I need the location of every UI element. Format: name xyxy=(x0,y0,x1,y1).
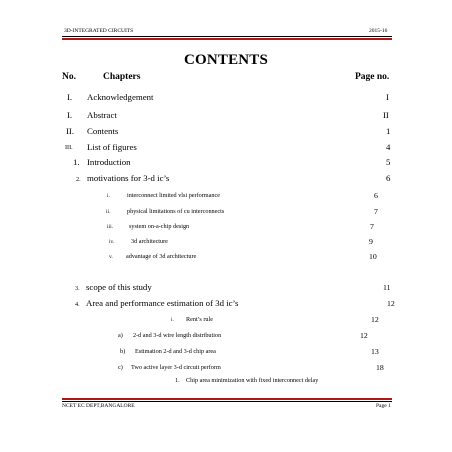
toc-label: Estimation 2-d and 3-d chip area xyxy=(135,348,216,355)
toc-label: interconnect limited vlsi performance xyxy=(127,192,220,199)
toc-page: 12 xyxy=(360,331,368,340)
header-rule-black xyxy=(62,36,392,37)
toc-page: 10 xyxy=(369,252,377,261)
toc-number: v. xyxy=(109,254,113,260)
toc-number: b) xyxy=(120,348,126,355)
toc-page: 5 xyxy=(386,157,391,167)
toc-number: ii. xyxy=(106,209,111,215)
toc-label: scope of this study xyxy=(86,282,152,292)
toc-number: 3. xyxy=(75,285,80,292)
toc-page: 11 xyxy=(383,283,391,292)
toc-number: I. xyxy=(67,92,73,102)
toc-number: 2. xyxy=(76,176,81,183)
toc-page: II xyxy=(383,110,389,120)
toc-page: 4 xyxy=(386,142,391,152)
page-title: CONTENTS xyxy=(183,52,269,68)
page-number: Page 1 xyxy=(376,403,391,409)
running-footer-dept: NCET EC DEPT,BANGALORE xyxy=(62,403,135,409)
toc-page: 6 xyxy=(374,191,378,200)
toc-label: List of figures xyxy=(87,142,137,152)
toc-page: 12 xyxy=(371,315,379,324)
toc-label: Introduction xyxy=(87,157,131,167)
footer-rule-red xyxy=(62,398,392,400)
toc-page: 6 xyxy=(386,173,391,183)
toc-label: Rent’s rule xyxy=(186,316,213,323)
toc-label: 3d architecture xyxy=(131,238,168,245)
toc-label: physical limitations of cu interconnects xyxy=(127,208,225,215)
toc-label: Acknowledgement xyxy=(87,92,154,102)
toc-label: 2-d and 3-d wire length distribution xyxy=(133,332,222,339)
toc-page: 7 xyxy=(374,207,378,216)
toc-number: c) xyxy=(118,364,123,371)
toc-number: II. xyxy=(66,126,75,136)
running-header-title: 3D-INTEGRATED CIRCUITS xyxy=(64,28,134,34)
toc-page: 1 xyxy=(386,126,391,136)
toc-page: I xyxy=(386,92,389,102)
toc-number: I. xyxy=(67,110,73,120)
toc-page: 13 xyxy=(371,347,379,356)
column-header-chapters: Chapters xyxy=(103,72,141,82)
header-rule-red xyxy=(62,38,392,40)
toc-number: III. xyxy=(65,144,73,151)
toc-page: 12 xyxy=(387,299,395,308)
toc-page: 18 xyxy=(376,363,384,372)
toc-number: 4. xyxy=(75,301,80,308)
toc-label: motivations for 3-d ic’s xyxy=(87,173,170,183)
toc-page: 9 xyxy=(369,237,373,246)
toc-label: Two active layer 3-d circuit perform xyxy=(131,364,221,371)
toc-number: a) xyxy=(118,332,123,339)
column-header-no: No. xyxy=(62,72,76,82)
toc-label: system on-a-chip design xyxy=(129,223,190,230)
toc-label: advantage of 3d architecture xyxy=(126,253,197,260)
toc-page: 7 xyxy=(370,222,374,231)
toc-label: Chip area minimization with fixed interconnect delay xyxy=(186,377,319,384)
toc-number: 1. xyxy=(73,157,80,167)
toc-label: Contents xyxy=(87,126,119,136)
toc-number: i. xyxy=(171,317,174,323)
column-header-page: Page no. xyxy=(355,72,390,82)
toc-label: Area and performance estimation of 3d ic’s xyxy=(86,298,239,308)
running-header-year: 2015-16 xyxy=(369,28,388,34)
toc-number: i. xyxy=(107,193,110,199)
toc-label: Abstract xyxy=(87,110,117,120)
toc-number: 1. xyxy=(175,377,180,384)
toc-number: iv. xyxy=(109,239,115,245)
toc-number: iii. xyxy=(107,224,114,230)
footer-rule-black xyxy=(62,401,392,402)
